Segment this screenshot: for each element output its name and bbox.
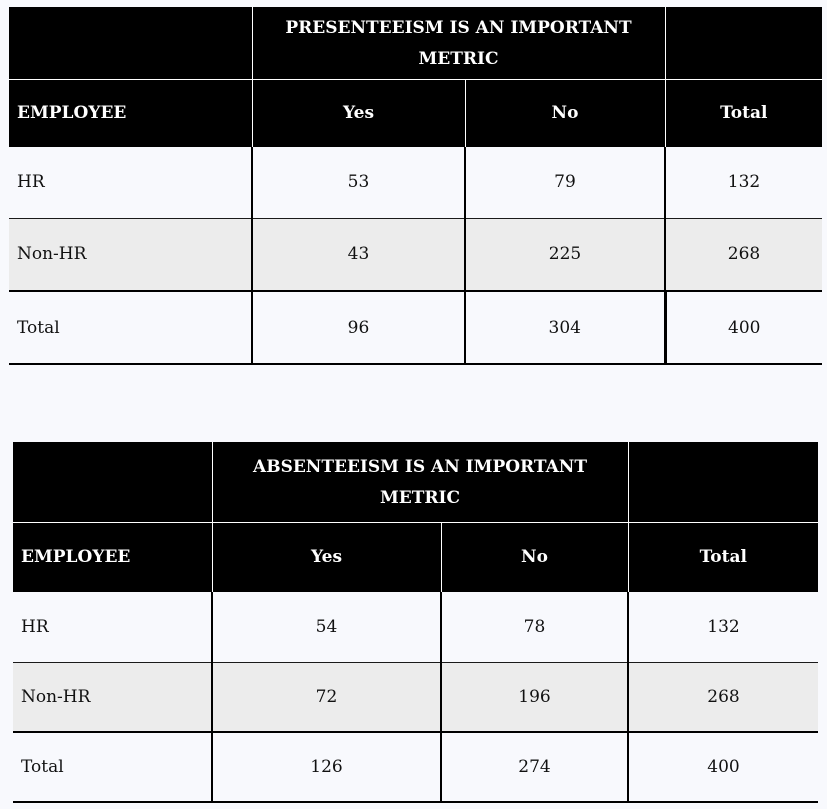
column-header-yes: Yes: [212, 522, 441, 592]
cell-yes: 53: [252, 147, 465, 218]
table-row: [9, 147, 822, 218]
table-row: [13, 662, 818, 732]
row-label: Total: [13, 732, 212, 802]
presenteeism-table: [9, 7, 822, 365]
title-spacer-cell: [665, 7, 822, 79]
table-title: ABSENTEEISM IS AN IMPORTANT METRIC: [212, 442, 628, 522]
cell-total: 400: [628, 732, 818, 802]
cell-yes: 72: [212, 662, 441, 732]
row-label: HR: [9, 147, 252, 218]
column-header-total: Total: [628, 522, 818, 592]
row-label: HR: [13, 592, 212, 662]
cell-total: 268: [628, 662, 818, 732]
row-label: Non-HR: [13, 662, 212, 732]
row-label: Non-HR: [9, 218, 252, 291]
table-row: [13, 592, 818, 662]
column-header-employee: EMPLOYEE: [13, 522, 212, 592]
corner-cell: [9, 7, 252, 79]
row-label: Total: [9, 291, 252, 364]
cell-total: 132: [665, 147, 822, 218]
cell-yes: 54: [212, 592, 441, 662]
cell-total: 132: [628, 592, 818, 662]
cell-no: 304: [465, 291, 665, 364]
table-title: PRESENTEEISM IS AN IMPORTANT METRIC: [252, 7, 665, 79]
cell-no: 78: [441, 592, 628, 662]
cell-no: 79: [465, 147, 665, 218]
column-header-no: No: [441, 522, 628, 592]
cell-no: 225: [465, 218, 665, 291]
cell-no: 274: [441, 732, 628, 802]
table-row: [13, 732, 818, 802]
column-header-employee: EMPLOYEE: [9, 79, 252, 147]
cell-total: 268: [665, 218, 822, 291]
title-spacer-cell: [628, 442, 818, 522]
cell-yes: 96: [252, 291, 465, 364]
column-header-total: Total: [665, 79, 822, 147]
cell-yes: 126: [212, 732, 441, 802]
cell-no: 196: [441, 662, 628, 732]
corner-cell: [13, 442, 212, 522]
table-row: [9, 218, 822, 291]
table-row: [9, 291, 822, 364]
column-header-no: No: [465, 79, 665, 147]
cell-total: 400: [665, 291, 822, 364]
absenteeism-table: [13, 442, 818, 803]
cell-yes: 43: [252, 218, 465, 291]
column-header-yes: Yes: [252, 79, 465, 147]
